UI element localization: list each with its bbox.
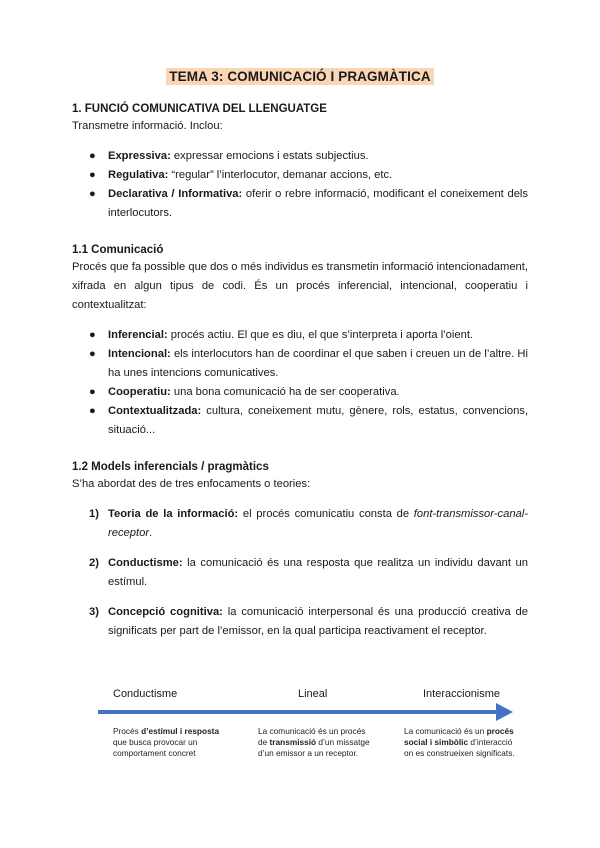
bullet-icon: ● [89, 169, 96, 181]
page-title: TEMA 3: COMUNICACIÓ I PRAGMÀTICA [166, 68, 433, 85]
bullet-icon: ● [89, 386, 96, 398]
item-number: 2) [89, 557, 99, 569]
diagram-label-lineal: Lineal [298, 688, 328, 700]
item-italic: font-transmissor-canal-receptor [108, 508, 528, 539]
diagram-desc-lineal: La comunicació és un procés de transmissió d’un missatge d’un emissor a un receptor. [258, 726, 370, 758]
item-term: Cooperatiu: [108, 386, 171, 398]
section-1-2-intro: S’ha abordat des de tres enfocaments o teories: [72, 478, 311, 490]
list-item [72, 603, 528, 641]
item-term: Inferencial: [108, 329, 168, 341]
item-tail: . [149, 527, 153, 539]
list-item [72, 345, 528, 383]
section-1-2-list [72, 505, 528, 641]
item-text: el procés comunicatiu consta de [238, 508, 414, 520]
timeline-arrow-line [98, 710, 498, 714]
item-term: Regulativa: [108, 169, 169, 181]
item-term: Concepció cognitiva: [108, 606, 223, 618]
diagram-desc-conductisme: Procés d’estímul i resposta que busca provocar un comportament concret [113, 726, 220, 758]
item-text: els interlocutors han de coordinar el que saben i creuen un de l’altre. Hi ha unes intencions comunicatives. [108, 348, 528, 379]
list-item [72, 326, 528, 345]
item-number: 3) [89, 606, 99, 618]
bullet-icon: ● [89, 150, 96, 162]
list-item [72, 147, 528, 166]
item-text: procés actiu. El que es diu, el que s’interpreta i aporta l’oient. [167, 329, 474, 341]
list-item [72, 185, 528, 223]
item-term: Contextualitzada: [108, 405, 202, 417]
section-1-intro: Transmetre informació. Inclou: [72, 120, 223, 132]
list-item [72, 402, 528, 440]
list-item [72, 166, 528, 185]
item-number: 1) [89, 508, 99, 520]
arrow-right-icon [496, 703, 513, 721]
models-diagram [98, 682, 518, 782]
item-text: oferir o rebre informació, modificant el coneixement dels interlocutors. [108, 188, 528, 219]
bullet-icon: ● [89, 348, 96, 360]
section-1-1-heading: 1.1 Comunicació [72, 244, 164, 256]
item-term: Teoria de la informació: [108, 508, 239, 520]
item-text: expressar emocions i estats subjectius. [170, 150, 369, 162]
item-term: Conductisme: [108, 557, 183, 569]
section-1-2-heading: 1.2 Models inferencials / pragmàtics [72, 461, 269, 473]
title-wrap [72, 68, 528, 86]
item-text: la comunicació interpersonal és una producció creativa de significats per part de l’emissor, en la qual participa reactivament el receptor. [108, 606, 528, 637]
bullet-icon: ● [89, 329, 96, 341]
item-text: la comunicació és una resposta que realitza un individu davant un estímul. [108, 557, 528, 588]
list-item [72, 505, 528, 543]
bullet-icon: ● [89, 405, 96, 417]
item-text: “regular” l’interlocutor, demanar accions, etc. [168, 169, 393, 181]
section-1-1-intro: Procés que fa possible que dos o més individus es transmetin informació intencionadament, xifrada en algun tipus de codi. És un procés inferencial, intencional, cooperatiu i contextualitzat: [72, 261, 528, 311]
item-text: cultura, coneixement mutu, gènere, rols, estatus, convencions, situació... [108, 405, 528, 436]
bullet-icon: ● [89, 188, 96, 200]
section-1-list [72, 147, 528, 223]
list-item [72, 383, 528, 402]
item-term: Intencional: [108, 348, 171, 360]
item-term: Declarativa / Informativa: [108, 188, 243, 200]
section-1-heading: 1. FUNCIÓ COMUNICATIVA DEL LLENGUATGE [72, 103, 327, 115]
diagram-label-interaccionisme: Interaccionisme [423, 688, 501, 700]
section-1-1-list [72, 326, 528, 440]
item-text: una bona comunicació ha de ser cooperativa. [170, 386, 400, 398]
list-item [72, 554, 528, 592]
diagram-label-conductisme: Conductisme [113, 688, 178, 700]
item-term: Expressiva: [108, 150, 171, 162]
document-page [72, 0, 528, 641]
diagram-desc-interaccionisme: La comunicació és un procés social i simbòlic d’interacció on es construeixen significats. [404, 726, 515, 758]
